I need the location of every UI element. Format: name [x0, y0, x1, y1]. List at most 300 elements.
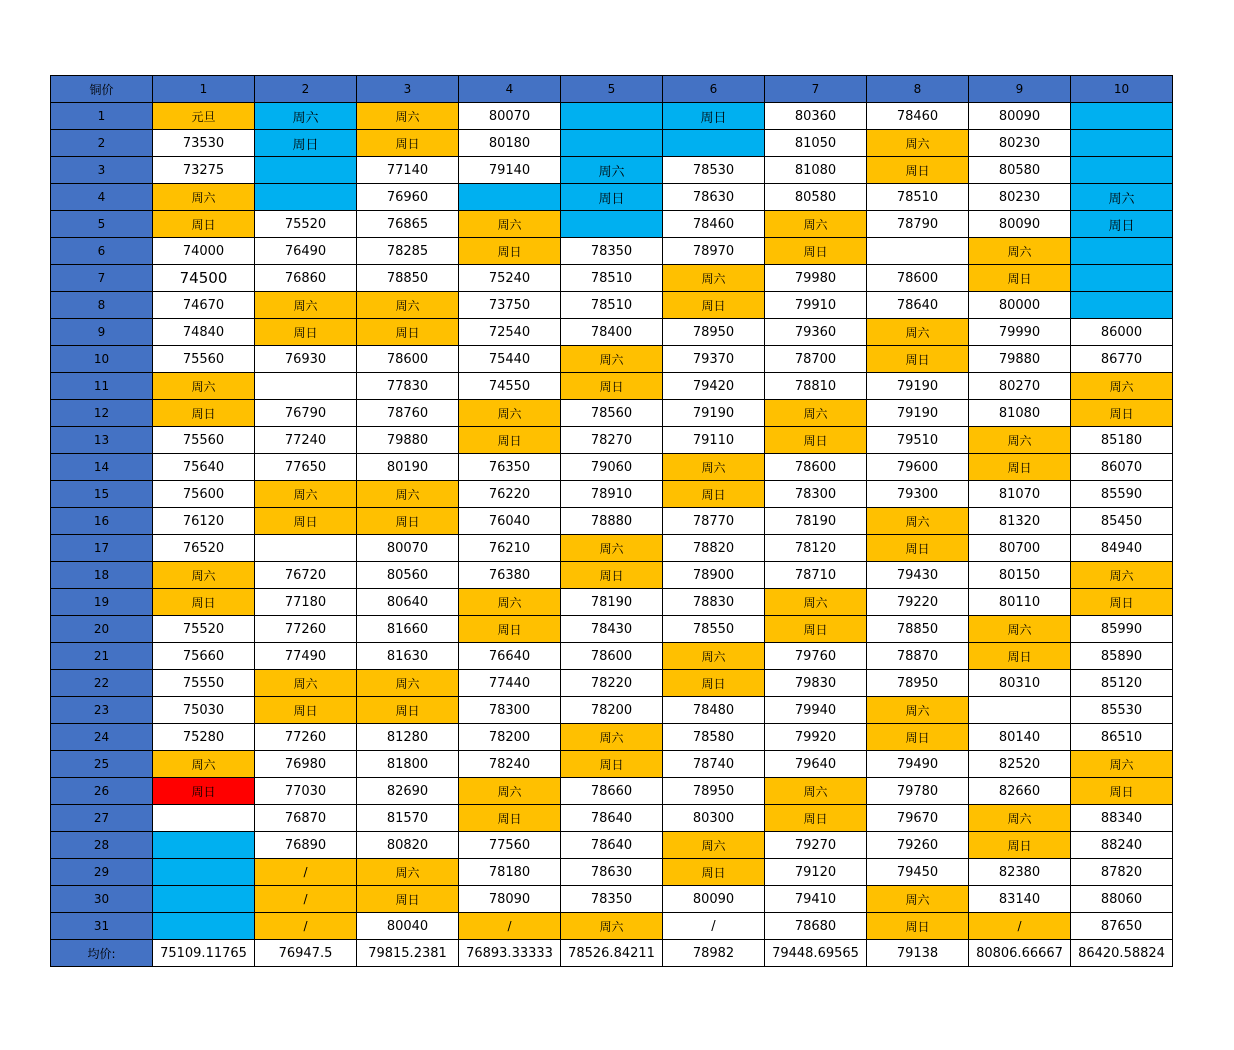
table-cell[interactable]: 80000: [969, 292, 1071, 319]
table-cell[interactable]: 75520: [153, 616, 255, 643]
row-header-cell[interactable]: 5: [51, 211, 153, 238]
table-cell[interactable]: 80190: [357, 454, 459, 481]
table-cell[interactable]: 周六: [357, 292, 459, 319]
row-header-cell[interactable]: 10: [51, 346, 153, 373]
average-value-cell[interactable]: 80806.66667: [969, 940, 1071, 967]
table-cell[interactable]: 周六: [459, 589, 561, 616]
table-cell[interactable]: 78810: [765, 373, 867, 400]
column-header-cell[interactable]: 3: [357, 76, 459, 103]
table-cell[interactable]: 78640: [561, 832, 663, 859]
table-cell[interactable]: [255, 535, 357, 562]
table-cell[interactable]: 78660: [561, 778, 663, 805]
row-header-cell[interactable]: 27: [51, 805, 153, 832]
table-cell[interactable]: [1071, 238, 1173, 265]
table-cell[interactable]: 80580: [765, 184, 867, 211]
table-cell[interactable]: 78850: [867, 616, 969, 643]
table-cell[interactable]: 79270: [765, 832, 867, 859]
table-cell[interactable]: 78200: [561, 697, 663, 724]
row-header-cell[interactable]: 26: [51, 778, 153, 805]
table-cell[interactable]: 78880: [561, 508, 663, 535]
table-cell[interactable]: 周日: [765, 616, 867, 643]
table-cell[interactable]: 周日: [357, 130, 459, 157]
table-cell[interactable]: 78910: [561, 481, 663, 508]
table-cell[interactable]: 80070: [357, 535, 459, 562]
table-cell[interactable]: 周日: [663, 859, 765, 886]
table-cell[interactable]: 元旦: [153, 103, 255, 130]
table-cell[interactable]: 78850: [357, 265, 459, 292]
table-cell[interactable]: 周六: [969, 427, 1071, 454]
table-cell[interactable]: 79450: [867, 859, 969, 886]
table-cell[interactable]: 78510: [561, 265, 663, 292]
table-cell[interactable]: 75520: [255, 211, 357, 238]
table-cell[interactable]: 86070: [1071, 454, 1173, 481]
table-cell[interactable]: 周六: [663, 832, 765, 859]
table-cell[interactable]: 周日: [867, 724, 969, 751]
table-cell[interactable]: 75280: [153, 724, 255, 751]
table-cell[interactable]: 79670: [867, 805, 969, 832]
table-cell[interactable]: [561, 211, 663, 238]
table-cell[interactable]: 周日: [459, 427, 561, 454]
table-cell[interactable]: 85450: [1071, 508, 1173, 535]
table-cell[interactable]: 79600: [867, 454, 969, 481]
table-cell[interactable]: 75660: [153, 643, 255, 670]
row-header-cell[interactable]: 11: [51, 373, 153, 400]
table-cell[interactable]: 周日: [765, 805, 867, 832]
table-cell[interactable]: 79980: [765, 265, 867, 292]
column-header-cell[interactable]: 9: [969, 76, 1071, 103]
table-cell[interactable]: 80820: [357, 832, 459, 859]
table-cell[interactable]: 78510: [561, 292, 663, 319]
table-cell[interactable]: 76120: [153, 508, 255, 535]
table-cell[interactable]: 78190: [765, 508, 867, 535]
table-cell[interactable]: /: [255, 859, 357, 886]
table-cell[interactable]: 88060: [1071, 886, 1173, 913]
table-cell[interactable]: 周六: [663, 265, 765, 292]
table-cell[interactable]: 79190: [663, 400, 765, 427]
average-value-cell[interactable]: 76947.5: [255, 940, 357, 967]
table-cell[interactable]: [153, 859, 255, 886]
table-cell[interactable]: 周六: [459, 778, 561, 805]
table-cell[interactable]: 周六: [153, 184, 255, 211]
table-cell[interactable]: 周日: [153, 778, 255, 805]
average-value-cell[interactable]: 78526.84211: [561, 940, 663, 967]
table-cell[interactable]: 85180: [1071, 427, 1173, 454]
table-cell[interactable]: 周日: [561, 562, 663, 589]
average-value-cell[interactable]: 76893.33333: [459, 940, 561, 967]
table-cell[interactable]: 周日: [153, 211, 255, 238]
table-cell[interactable]: 周日: [969, 643, 1071, 670]
table-cell[interactable]: 79370: [663, 346, 765, 373]
table-cell[interactable]: 79360: [765, 319, 867, 346]
table-cell[interactable]: 79780: [867, 778, 969, 805]
table-cell[interactable]: /: [255, 886, 357, 913]
table-cell[interactable]: 75030: [153, 697, 255, 724]
table-cell[interactable]: 74000: [153, 238, 255, 265]
table-cell[interactable]: 周日: [255, 130, 357, 157]
row-header-cell[interactable]: 7: [51, 265, 153, 292]
row-header-cell[interactable]: 1: [51, 103, 153, 130]
table-cell[interactable]: 78090: [459, 886, 561, 913]
table-cell[interactable]: 周日: [663, 103, 765, 130]
table-cell[interactable]: 79120: [765, 859, 867, 886]
table-cell[interactable]: 81070: [969, 481, 1071, 508]
table-cell[interactable]: 周日: [663, 292, 765, 319]
table-cell[interactable]: 78300: [459, 697, 561, 724]
table-cell[interactable]: 77030: [255, 778, 357, 805]
table-cell[interactable]: 77260: [255, 616, 357, 643]
table-cell[interactable]: 80090: [969, 211, 1071, 238]
table-cell[interactable]: 82660: [969, 778, 1071, 805]
table-cell[interactable]: 周六: [459, 400, 561, 427]
table-cell[interactable]: 76640: [459, 643, 561, 670]
table-cell[interactable]: /: [255, 913, 357, 940]
table-cell[interactable]: 周日: [357, 508, 459, 535]
table-cell[interactable]: [867, 238, 969, 265]
table-cell[interactable]: 78270: [561, 427, 663, 454]
table-cell[interactable]: 周日: [561, 184, 663, 211]
table-cell[interactable]: 周六: [663, 643, 765, 670]
table-cell[interactable]: 76890: [255, 832, 357, 859]
table-cell[interactable]: 78240: [459, 751, 561, 778]
average-value-cell[interactable]: 75109.11765: [153, 940, 255, 967]
column-header-cell[interactable]: 4: [459, 76, 561, 103]
table-cell[interactable]: 79110: [663, 427, 765, 454]
table-cell[interactable]: 81080: [765, 157, 867, 184]
table-cell[interactable]: 周六: [153, 373, 255, 400]
table-cell[interactable]: 78600: [357, 346, 459, 373]
table-cell[interactable]: 77260: [255, 724, 357, 751]
table-cell[interactable]: 81080: [969, 400, 1071, 427]
table-cell[interactable]: 81800: [357, 751, 459, 778]
table-cell[interactable]: 周六: [357, 103, 459, 130]
table-cell[interactable]: 76490: [255, 238, 357, 265]
column-header-cell[interactable]: 5: [561, 76, 663, 103]
table-cell[interactable]: 85990: [1071, 616, 1173, 643]
table-cell[interactable]: 79410: [765, 886, 867, 913]
table-cell[interactable]: 78400: [561, 319, 663, 346]
table-cell[interactable]: [255, 184, 357, 211]
table-cell[interactable]: 75560: [153, 427, 255, 454]
table-cell[interactable]: [255, 157, 357, 184]
table-cell[interactable]: 周日: [357, 886, 459, 913]
table-cell[interactable]: 周六: [663, 454, 765, 481]
table-cell[interactable]: 78460: [867, 103, 969, 130]
table-cell[interactable]: 周日: [255, 508, 357, 535]
table-cell[interactable]: 77440: [459, 670, 561, 697]
table-cell[interactable]: [969, 697, 1071, 724]
table-cell[interactable]: 80110: [969, 589, 1071, 616]
table-cell[interactable]: 周六: [561, 913, 663, 940]
table-cell[interactable]: [1071, 157, 1173, 184]
table-cell[interactable]: 周六: [867, 886, 969, 913]
table-cell[interactable]: 周六: [765, 778, 867, 805]
table-cell[interactable]: 75240: [459, 265, 561, 292]
table-cell[interactable]: 79190: [867, 373, 969, 400]
table-cell[interactable]: 周日: [765, 427, 867, 454]
table-cell[interactable]: 周六: [357, 859, 459, 886]
table-cell[interactable]: 86770: [1071, 346, 1173, 373]
table-cell[interactable]: 78480: [663, 697, 765, 724]
table-cell[interactable]: 75600: [153, 481, 255, 508]
table-cell[interactable]: 76790: [255, 400, 357, 427]
table-cell[interactable]: 73750: [459, 292, 561, 319]
table-cell[interactable]: 周日: [255, 697, 357, 724]
average-value-cell[interactable]: 78982: [663, 940, 765, 967]
table-cell[interactable]: [1071, 103, 1173, 130]
table-cell[interactable]: 周六: [561, 535, 663, 562]
table-cell[interactable]: 80090: [969, 103, 1071, 130]
table-cell[interactable]: 79760: [765, 643, 867, 670]
table-cell[interactable]: 78300: [765, 481, 867, 508]
table-cell[interactable]: 80560: [357, 562, 459, 589]
table-cell[interactable]: 76520: [153, 535, 255, 562]
table-cell[interactable]: 78120: [765, 535, 867, 562]
table-cell[interactable]: [1071, 292, 1173, 319]
row-header-cell[interactable]: 14: [51, 454, 153, 481]
table-cell[interactable]: 79300: [867, 481, 969, 508]
row-header-cell[interactable]: 22: [51, 670, 153, 697]
table-cell[interactable]: 87650: [1071, 913, 1173, 940]
table-cell[interactable]: 78350: [561, 886, 663, 913]
table-cell[interactable]: 77180: [255, 589, 357, 616]
table-cell[interactable]: 81280: [357, 724, 459, 751]
table-cell[interactable]: 周日: [153, 589, 255, 616]
table-cell[interactable]: [153, 886, 255, 913]
table-cell[interactable]: 周六: [867, 697, 969, 724]
table-cell[interactable]: 83140: [969, 886, 1071, 913]
table-cell[interactable]: 72540: [459, 319, 561, 346]
table-cell[interactable]: 周六: [765, 589, 867, 616]
table-cell[interactable]: 周日: [969, 832, 1071, 859]
table-cell[interactable]: 79190: [867, 400, 969, 427]
table-cell[interactable]: 78550: [663, 616, 765, 643]
table-cell[interactable]: [1071, 265, 1173, 292]
table-cell[interactable]: 周日: [1071, 778, 1173, 805]
table-cell[interactable]: 周六: [357, 481, 459, 508]
table-cell[interactable]: 78430: [561, 616, 663, 643]
table-cell[interactable]: 周六: [867, 130, 969, 157]
table-cell[interactable]: 78700: [765, 346, 867, 373]
table-cell[interactable]: 85530: [1071, 697, 1173, 724]
table-cell[interactable]: 75560: [153, 346, 255, 373]
table-cell[interactable]: [561, 130, 663, 157]
table-cell[interactable]: 80270: [969, 373, 1071, 400]
row-header-cell[interactable]: 3: [51, 157, 153, 184]
table-cell[interactable]: [153, 913, 255, 940]
table-cell[interactable]: 85590: [1071, 481, 1173, 508]
row-header-cell[interactable]: 29: [51, 859, 153, 886]
table-cell[interactable]: 85120: [1071, 670, 1173, 697]
table-cell[interactable]: 周六: [1071, 184, 1173, 211]
row-header-cell[interactable]: 28: [51, 832, 153, 859]
table-cell[interactable]: 84940: [1071, 535, 1173, 562]
table-cell[interactable]: 周六: [969, 238, 1071, 265]
table-cell[interactable]: 78530: [663, 157, 765, 184]
table-cell[interactable]: 周日: [561, 751, 663, 778]
table-cell[interactable]: 85890: [1071, 643, 1173, 670]
table-cell[interactable]: 79880: [969, 346, 1071, 373]
row-header-cell[interactable]: 15: [51, 481, 153, 508]
table-cell[interactable]: 周六: [153, 751, 255, 778]
row-header-cell[interactable]: 4: [51, 184, 153, 211]
table-cell[interactable]: 80360: [765, 103, 867, 130]
table-cell[interactable]: 78760: [357, 400, 459, 427]
column-header-cell[interactable]: 1: [153, 76, 255, 103]
table-cell[interactable]: 78640: [561, 805, 663, 832]
row-header-cell[interactable]: 13: [51, 427, 153, 454]
table-cell[interactable]: 76865: [357, 211, 459, 238]
table-cell[interactable]: 周六: [357, 670, 459, 697]
table-cell[interactable]: 周日: [459, 616, 561, 643]
table-cell[interactable]: 78510: [867, 184, 969, 211]
table-cell[interactable]: 周日: [1071, 589, 1173, 616]
table-cell[interactable]: 78950: [663, 778, 765, 805]
table-cell[interactable]: 78870: [867, 643, 969, 670]
table-cell[interactable]: 78180: [459, 859, 561, 886]
table-cell[interactable]: 周六: [969, 616, 1071, 643]
table-cell[interactable]: 78200: [459, 724, 561, 751]
table-cell[interactable]: [459, 184, 561, 211]
table-cell[interactable]: 78350: [561, 238, 663, 265]
table-cell[interactable]: 78710: [765, 562, 867, 589]
table-cell[interactable]: 78770: [663, 508, 765, 535]
table-cell[interactable]: 周六: [153, 562, 255, 589]
table-cell[interactable]: [1071, 130, 1173, 157]
table-cell[interactable]: 周日: [459, 805, 561, 832]
table-cell[interactable]: 周日: [153, 400, 255, 427]
table-cell[interactable]: 78630: [663, 184, 765, 211]
table-cell[interactable]: 周六: [255, 670, 357, 697]
table-cell[interactable]: 76980: [255, 751, 357, 778]
row-header-cell[interactable]: 2: [51, 130, 153, 157]
table-cell[interactable]: 周六: [561, 157, 663, 184]
table-cell[interactable]: 78640: [867, 292, 969, 319]
table-cell[interactable]: 周日: [561, 373, 663, 400]
table-cell[interactable]: 80180: [459, 130, 561, 157]
table-cell[interactable]: 78630: [561, 859, 663, 886]
table-cell[interactable]: 周六: [867, 508, 969, 535]
column-header-cell[interactable]: 2: [255, 76, 357, 103]
table-cell[interactable]: 周日: [867, 346, 969, 373]
table-cell[interactable]: 77650: [255, 454, 357, 481]
row-header-cell[interactable]: 23: [51, 697, 153, 724]
table-cell[interactable]: 76350: [459, 454, 561, 481]
table-cell[interactable]: 76210: [459, 535, 561, 562]
average-value-cell[interactable]: 79448.69565: [765, 940, 867, 967]
table-cell[interactable]: 周六: [1071, 751, 1173, 778]
table-cell[interactable]: 77490: [255, 643, 357, 670]
table-cell[interactable]: 88340: [1071, 805, 1173, 832]
table-cell[interactable]: 79830: [765, 670, 867, 697]
table-cell[interactable]: 80230: [969, 184, 1071, 211]
table-cell[interactable]: 82520: [969, 751, 1071, 778]
table-cell[interactable]: 周六: [255, 292, 357, 319]
table-cell[interactable]: 周六: [255, 481, 357, 508]
table-cell[interactable]: 周日: [663, 670, 765, 697]
table-cell[interactable]: [255, 373, 357, 400]
table-cell[interactable]: 周日: [1071, 400, 1173, 427]
row-header-cell[interactable]: 12: [51, 400, 153, 427]
table-cell[interactable]: 75640: [153, 454, 255, 481]
table-cell[interactable]: 73530: [153, 130, 255, 157]
table-cell[interactable]: 79060: [561, 454, 663, 481]
table-cell[interactable]: 78580: [663, 724, 765, 751]
table-cell[interactable]: 78970: [663, 238, 765, 265]
table-cell[interactable]: 78600: [561, 643, 663, 670]
table-cell[interactable]: /: [663, 913, 765, 940]
table-cell[interactable]: 78190: [561, 589, 663, 616]
table-cell[interactable]: 79260: [867, 832, 969, 859]
table-cell[interactable]: /: [969, 913, 1071, 940]
table-cell[interactable]: 76870: [255, 805, 357, 832]
row-header-cell[interactable]: 8: [51, 292, 153, 319]
row-header-cell[interactable]: 21: [51, 643, 153, 670]
row-header-cell[interactable]: 9: [51, 319, 153, 346]
table-cell[interactable]: 周六: [765, 400, 867, 427]
table-cell[interactable]: 77830: [357, 373, 459, 400]
table-cell[interactable]: 80300: [663, 805, 765, 832]
row-header-cell[interactable]: 31: [51, 913, 153, 940]
table-cell[interactable]: 79430: [867, 562, 969, 589]
table-cell[interactable]: 80140: [969, 724, 1071, 751]
table-cell[interactable]: 周日: [357, 697, 459, 724]
table-cell[interactable]: 78950: [663, 319, 765, 346]
column-header-cell[interactable]: 8: [867, 76, 969, 103]
table-cell[interactable]: 周日: [255, 319, 357, 346]
table-cell[interactable]: [153, 832, 255, 859]
table-cell[interactable]: 周日: [459, 238, 561, 265]
table-cell[interactable]: 78285: [357, 238, 459, 265]
table-cell[interactable]: 74500: [153, 265, 255, 292]
row-header-cell[interactable]: 19: [51, 589, 153, 616]
table-cell[interactable]: 78950: [867, 670, 969, 697]
table-cell[interactable]: 周日: [867, 913, 969, 940]
table-cell[interactable]: 76220: [459, 481, 561, 508]
row-header-cell[interactable]: 18: [51, 562, 153, 589]
table-cell[interactable]: 73275: [153, 157, 255, 184]
table-cell[interactable]: 79940: [765, 697, 867, 724]
table-cell[interactable]: 79140: [459, 157, 561, 184]
table-cell[interactable]: 87820: [1071, 859, 1173, 886]
table-cell[interactable]: 周日: [969, 265, 1071, 292]
corner-header-cell[interactable]: 铜价: [51, 76, 153, 103]
table-cell[interactable]: 81660: [357, 616, 459, 643]
table-cell[interactable]: 76860: [255, 265, 357, 292]
table-cell[interactable]: 78600: [867, 265, 969, 292]
table-cell[interactable]: 81630: [357, 643, 459, 670]
table-cell[interactable]: 周六: [1071, 373, 1173, 400]
table-cell[interactable]: 周六: [561, 346, 663, 373]
table-cell[interactable]: 74670: [153, 292, 255, 319]
table-cell[interactable]: 周日: [663, 481, 765, 508]
table-cell[interactable]: 78680: [765, 913, 867, 940]
table-cell[interactable]: 78740: [663, 751, 765, 778]
table-cell[interactable]: [561, 103, 663, 130]
table-cell[interactable]: 80700: [969, 535, 1071, 562]
row-header-cell[interactable]: 25: [51, 751, 153, 778]
table-cell[interactable]: 周日: [765, 238, 867, 265]
table-cell[interactable]: 78220: [561, 670, 663, 697]
table-cell[interactable]: 79910: [765, 292, 867, 319]
table-cell[interactable]: 周日: [867, 157, 969, 184]
table-cell[interactable]: 周六: [765, 211, 867, 238]
table-cell[interactable]: 79990: [969, 319, 1071, 346]
table-cell[interactable]: 79640: [765, 751, 867, 778]
table-cell[interactable]: 79420: [663, 373, 765, 400]
table-cell[interactable]: 78900: [663, 562, 765, 589]
average-value-cell[interactable]: 79815.2381: [357, 940, 459, 967]
table-cell[interactable]: 周日: [867, 535, 969, 562]
